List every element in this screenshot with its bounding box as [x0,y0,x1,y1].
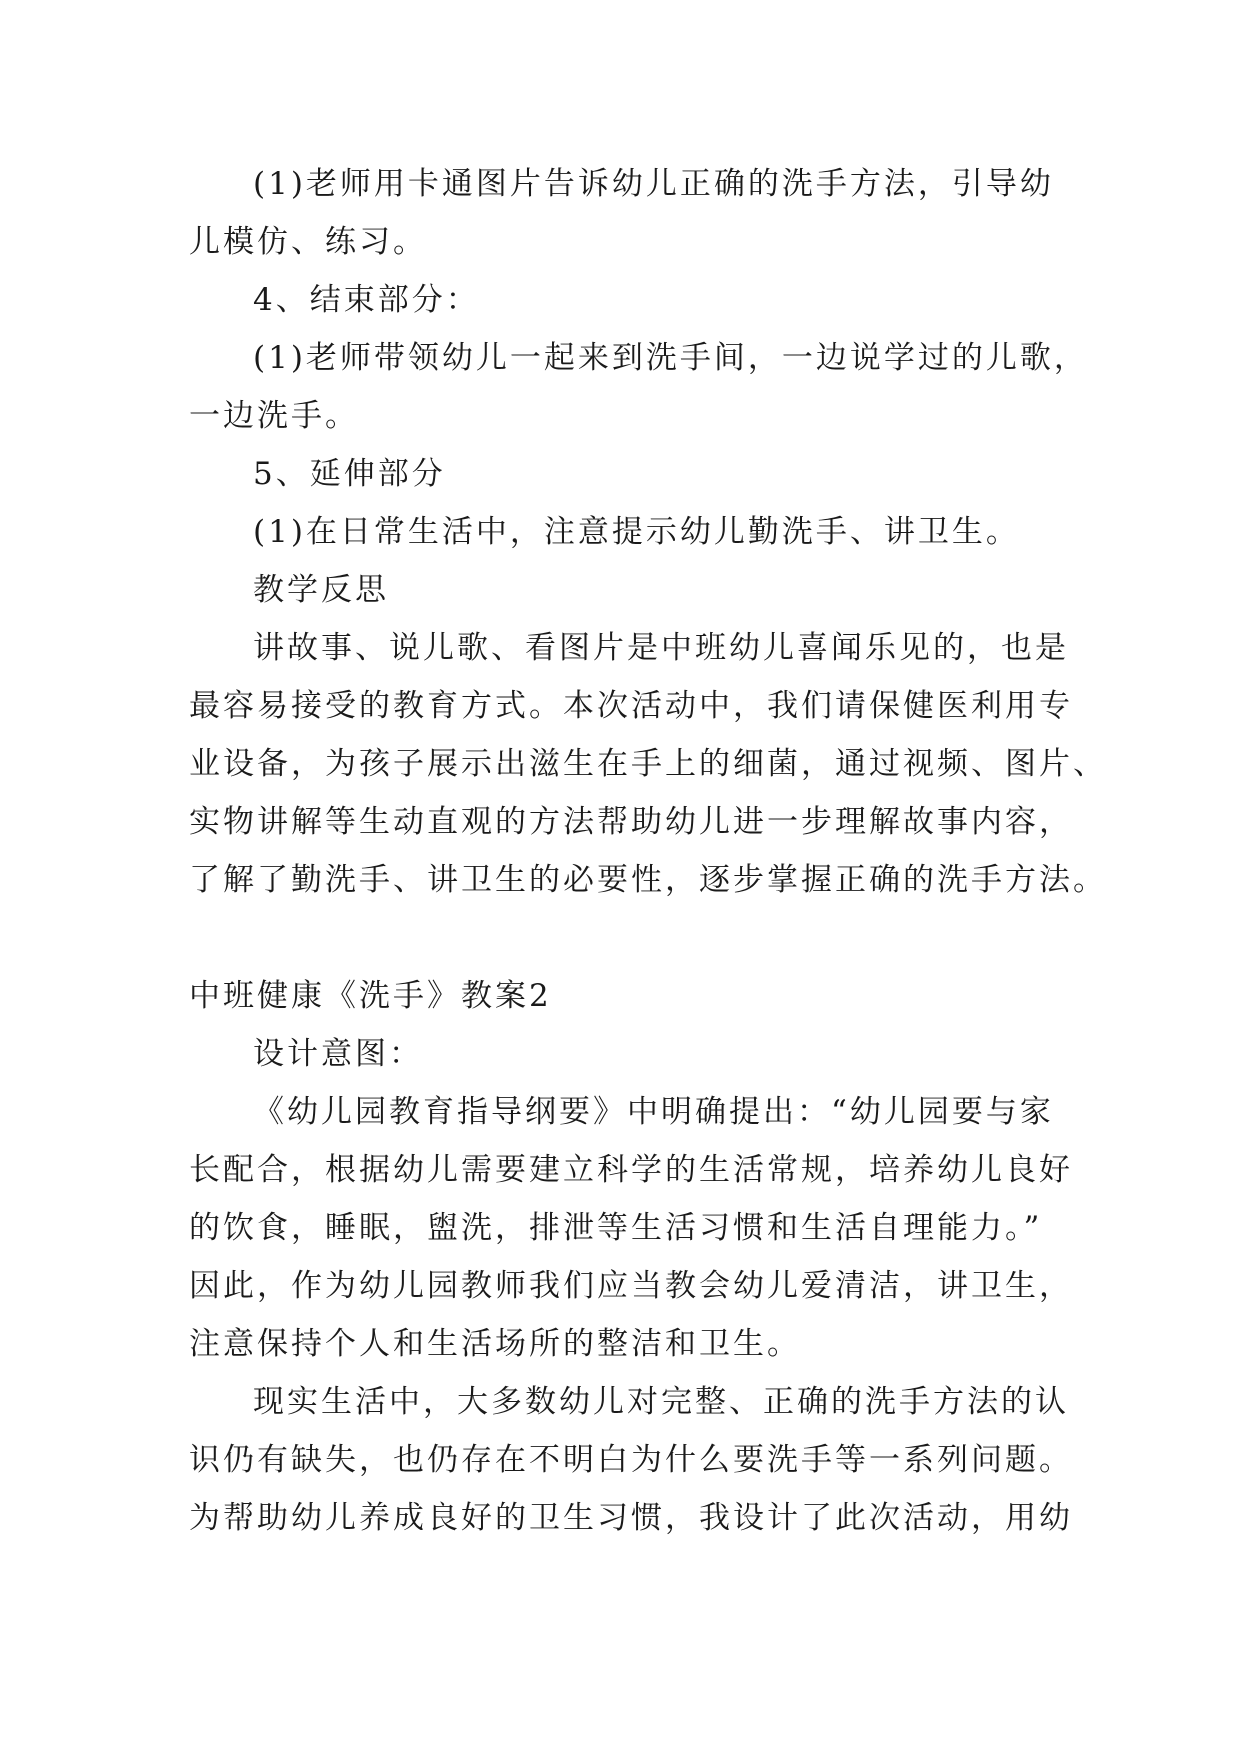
section-heading: 教学反思 [253,572,389,608]
paragraph-line: 讲故事、说儿歌、看图片是中班幼儿喜闻乐见的，也是 [253,630,1069,666]
paragraph-line: (1)在日常生活中，注意提示幼儿勤洗手、讲卫生。 [253,514,1020,550]
paragraph-line: 现实生活中，大多数幼儿对完整、正确的洗手方法的认 [253,1384,1069,1420]
paragraph-line: 因此，作为幼儿园教师我们应当教会幼儿爱清洁，讲卫生， [189,1268,1073,1304]
paragraph-line: 实物讲解等生动直观的方法帮助幼儿进一步理解故事内容， [189,804,1073,840]
section-heading: 4、结束部分： [253,282,480,318]
section-heading: 5、延伸部分 [253,456,446,492]
paragraph-line: 《幼儿园教育指导纲要》中明确提出：“幼儿园要与家 [253,1094,1054,1130]
paragraph-line: 为帮助幼儿养成良好的卫生习惯，我设计了此次活动，用幼 [189,1500,1073,1536]
document-title: 中班健康《洗手》教案2 [189,978,552,1014]
paragraph-line: 识仍有缺失，也仍存在不明白为什么要洗手等一系列问题。 [189,1442,1073,1478]
paragraph-line: 了解了勤洗手、讲卫生的必要性，逐步掌握正确的洗手方法。 [189,862,1107,898]
paragraph-line: 一边洗手。 [189,398,359,434]
paragraph-line: 长配合，根据幼儿需要建立科学的生活常规，培养幼儿良好 [189,1152,1073,1188]
paragraph-line: 儿模仿、练习。 [189,224,427,260]
paragraph-line: 业设备，为孩子展示出滋生在手上的细菌，通过视频、图片、 [189,746,1107,782]
paragraph-line: (1)老师带领幼儿一起来到洗手间，一边说学过的儿歌， [253,340,1088,376]
section-heading: 设计意图： [253,1036,423,1072]
paragraph-line: 的饮食，睡眠，盥洗，排泄等生活习惯和生活自理能力。” [189,1210,1043,1246]
paragraph-line: 注意保持个人和生活场所的整洁和卫生。 [189,1326,801,1362]
paragraph-line: (1)老师用卡通图片告诉幼儿正确的洗手方法，引导幼 [253,166,1054,202]
paragraph-line: 最容易接受的教育方式。本次活动中，我们请保健医利用专 [189,688,1073,724]
